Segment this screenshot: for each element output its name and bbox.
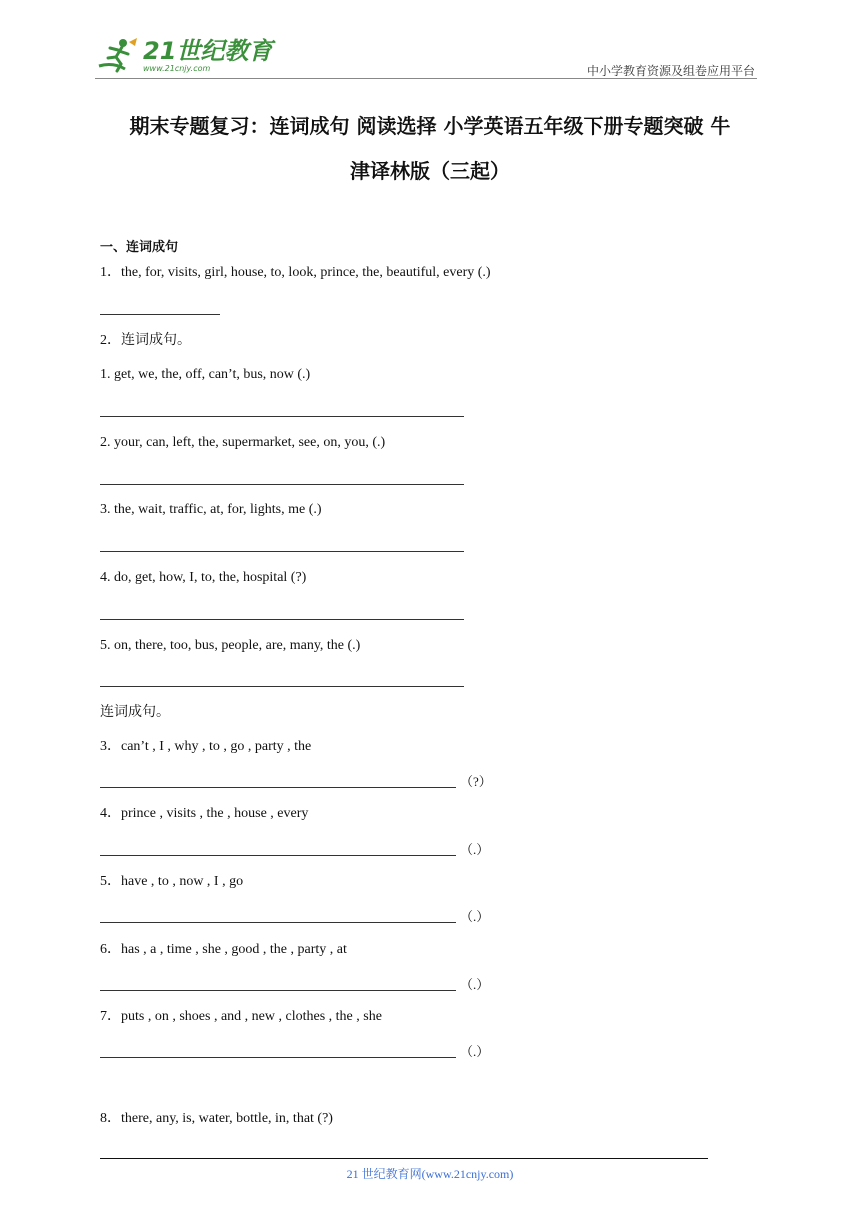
question-8: 8．there, any, is, water, bottle, in, that (?) [100, 1111, 333, 1126]
question-5: 5．have , to , now , I , go [100, 874, 244, 889]
logo-wordmark: 21世纪教育 [143, 37, 273, 65]
answer-line-4[interactable] [100, 855, 456, 856]
footer-divider [100, 1158, 708, 1159]
runner-logo-icon [95, 36, 141, 76]
answer-punctuation-4: （.） [460, 842, 490, 857]
answer-line-5[interactable] [100, 922, 456, 923]
header-slogan: 中小学教育资源及组卷应用平台 [586, 64, 755, 78]
question-2-item-5: 5. on, there, too, bus, people, are, many, the (.) [100, 638, 361, 653]
question-3: 3．can’t , I , why , to , go , party , the [100, 739, 312, 754]
answer-line-7[interactable] [100, 1057, 456, 1058]
logo-url: www.21cnjy.com [143, 64, 211, 73]
answer-line-2-1[interactable] [100, 416, 464, 417]
header-divider [95, 78, 757, 79]
document-title [60, 104, 800, 194]
question-6: 6．has , a , time , she , good , the , party , at [100, 942, 347, 957]
page-header [95, 36, 755, 78]
group-label: 连词成句。 [100, 705, 170, 720]
answer-line-2-3[interactable] [100, 551, 464, 552]
answer-line-1[interactable] [100, 314, 220, 315]
answer-punctuation-7: （.） [460, 1044, 490, 1059]
title-line-1: 期末专题复习：连词成句 阅读选择 小学英语五年级下册专题突破 牛 [129, 114, 731, 138]
question-2-item-3: 3. the, wait, traffic, at, for, lights, me (.) [100, 502, 322, 517]
answer-line-2-2[interactable] [100, 484, 464, 485]
answer-punctuation-5: （.） [460, 909, 490, 924]
answer-line-2-5[interactable] [100, 686, 464, 687]
question-4: 4．prince , visits , the , house , every [100, 806, 309, 821]
page-footer: 21 世纪教育网(www.21cnjy.com) [346, 1167, 514, 1181]
question-2-item-2: 2. your, can, left, the, supermarket, see, on, you, (.) [100, 435, 386, 450]
question-1: 1．the, for, visits, girl, house, to, look, prince, the, beautiful, every (.) [100, 265, 491, 280]
question-2-item-1: 1. get, we, the, off, can’t, bus, now (.) [100, 367, 311, 382]
logo-text [143, 39, 272, 73]
question-2-stem: 2．连词成句。 [100, 333, 191, 348]
section-heading: 一、连词成句 [100, 240, 179, 255]
question-2-item-4: 4. do, get, how, I, to, the, hospital (?) [100, 570, 307, 585]
question-7: 7．puts , on , shoes , and , new , clothes , the , she [100, 1009, 382, 1024]
answer-line-6[interactable] [100, 990, 456, 991]
answer-line-3[interactable] [100, 787, 456, 788]
answer-punctuation-6: （.） [460, 977, 490, 992]
logo [95, 36, 272, 76]
answer-line-2-4[interactable] [100, 619, 464, 620]
answer-punctuation-3: （?） [460, 774, 492, 789]
title-line-2: 津译林版（三起） [350, 159, 510, 183]
